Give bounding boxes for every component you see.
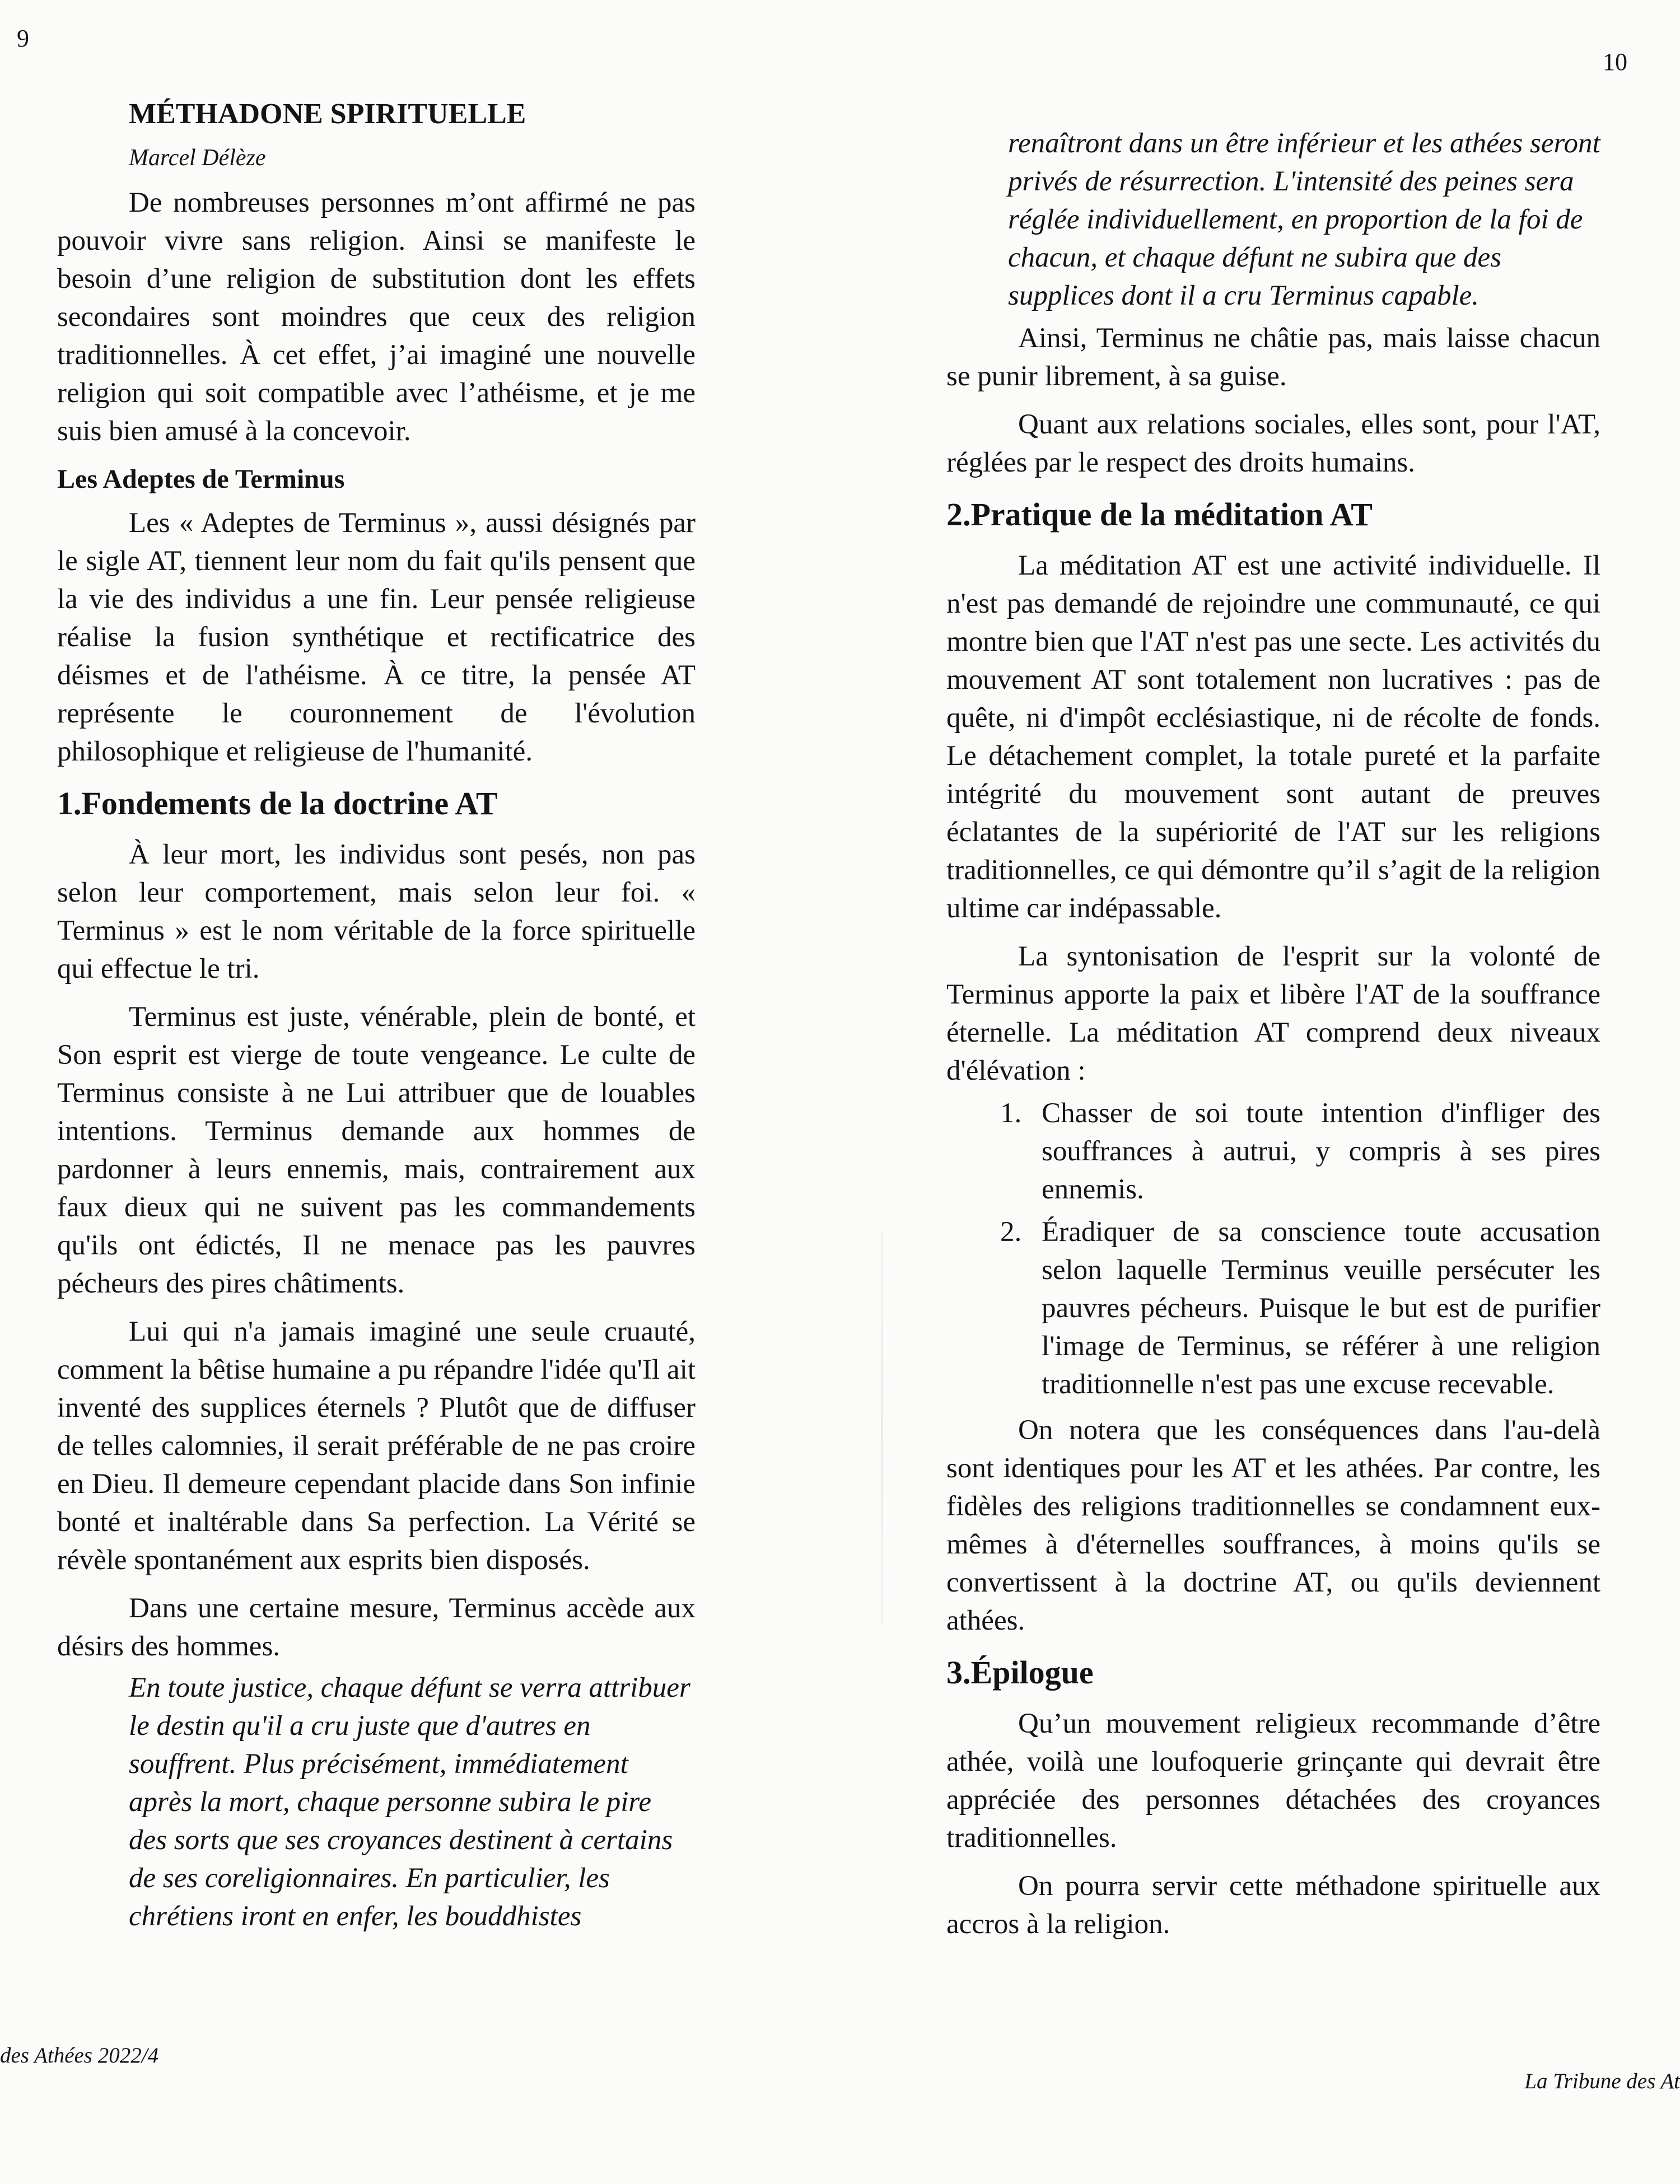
article-title: MÉTHADONE SPIRITUELLE bbox=[129, 98, 526, 130]
paragraph: On notera que les conséquences dans l'au-delà sont identiques pour les AT et les athées. Par contre, les fidèles des religions traditionnelles se condamnent eux-mêmes à d'éternelles souffrances, à moins qu'ils se convertissent à la doctrine AT, ou qu'ils deviennent athées. bbox=[946, 1415, 1600, 1636]
list-item bbox=[946, 1213, 1600, 1403]
list-item-number: 1. bbox=[1000, 1098, 1022, 1129]
intro-paragraph: De nombreuses personnes m’ont affirmé ne pas pouvoir vivre sans religion. Ainsi se manifeste le besoin d’une religion de substitution dont les effets secondaires sont moindres que ceux des religion traditionnelles. À cet effet, j’ai imaginé une nouvelle religion qui soit compatible avec l’athéisme, et je me suis bien amusé à la concevoir. bbox=[57, 187, 696, 447]
paragraph: À leur mort, les individus sont pesés, non pas selon leur comportement, mais selon leur foi. « Terminus » est le nom véritable de la force spirituelle qui effectue le tri. bbox=[57, 839, 696, 984]
footer-left: des Athées 2022/4 bbox=[0, 2043, 159, 2068]
italic-quote: En toute justice, chaque défunt se verra attribuer le destin qu'il a cru juste que d'autres en souffrent. Plus précisément, immédiatement après la mort, chaque personne subira le pire des sorts que ses croyances destinent à certains de ses coreligionnaires. En particulier, les chrétiens iront en enfer, les bouddhistes bbox=[129, 1672, 690, 1932]
paragraph: La syntonisation de l'esprit sur la volonté de Terminus apporte la paix et libère l'AT de la souffrance éternelle. La méditation AT comprend deux niveaux d'élévation : bbox=[946, 941, 1600, 1086]
right-column bbox=[946, 124, 1600, 1953]
page-number-right: 10 bbox=[1603, 48, 1627, 76]
section-3-heading: 3.Épilogue bbox=[946, 1654, 1094, 1691]
adeptes-heading: Les Adeptes de Terminus bbox=[57, 464, 345, 494]
section-2-heading: 2.Pratique de la méditation AT bbox=[946, 496, 1373, 533]
paragraph: Ainsi, Terminus ne châtie pas, mais laisse chacun se punir librement, à sa guise. bbox=[946, 323, 1600, 392]
adeptes-paragraph: Les « Adeptes de Terminus », aussi désignés par le sigle AT, tiennent leur nom du fait qu'ils pensent que la vie des individus a une fin. Leur pensée religieuse réalise la fusion synthétique et rectificatrice des déismes et de l'athéisme. À ce titre, la pensée AT représente le couronnement de l'évolution philosophique et religieuse de l'humanité. bbox=[57, 507, 696, 767]
list-item-text: Éradiquer de sa conscience toute accusation selon laquelle Terminus veuille persécuter les pauvres pécheurs. Puisque le but est de purifier l'image de Terminus, se référer à une religion traditionnelle n'est pas une excuse recevable. bbox=[1042, 1216, 1600, 1400]
paragraph: Dans une certaine mesure, Terminus accède aux désirs des hommes. bbox=[57, 1593, 696, 1662]
list-item-text: Chasser de soi toute intention d'infliger des souffrances à autrui, y compris à ses pires ennemis. bbox=[1042, 1098, 1600, 1205]
list-item-number: 2. bbox=[1000, 1216, 1022, 1248]
paragraph: La méditation AT est une activité individuelle. Il n'est pas demandé de rejoindre une communauté, ce qui montre bien que l'AT n'est pas une secte. Les activités du mouvement AT sont totalement non lucratives : pas de quête, ni d'impôt ecclésiastique, ni de récolte de fonds. Le détachement complet, la totale pureté et la parfaite intégrité du mouvement sont autant de preuves éclatantes de la supériorité de l'AT sur les religions traditionnelles, ce qui démontre qu’il s’agit de la religion ultime car indépassable. bbox=[946, 550, 1600, 924]
paragraph: On pourra servir cette méthadone spirituelle aux accros à la religion. bbox=[946, 1870, 1600, 1940]
paragraph: Terminus est juste, vénérable, plein de bonté, et Son esprit est vierge de toute vengeance. Le culte de Terminus consiste à ne Lui attribuer que de louables intentions. Terminus demande aux hommes de pardonner à leurs ennemis, mais, contrairement aux faux dieux qui ne suivent pas les commandements qu'ils ont édictés, Il ne menace pas les pauvres pécheurs des pires châtiments. bbox=[57, 1001, 696, 1299]
list-item bbox=[946, 1094, 1600, 1208]
footer-right: La Tribune des At bbox=[1524, 2069, 1680, 2093]
section-1-heading: 1.Fondements de la doctrine AT bbox=[57, 785, 498, 822]
paragraph: Qu’un mouvement religieux recommande d’être athée, voilà une loufoquerie grinçante qui devrait être appréciée des personnes détachées des croyances traditionnelles. bbox=[946, 1708, 1600, 1854]
page-number-left: 9 bbox=[17, 25, 29, 52]
left-column bbox=[57, 96, 696, 1940]
meditation-levels-list bbox=[946, 1094, 1600, 1403]
article-author: Marcel Délèze bbox=[129, 145, 266, 171]
paragraph: Quant aux relations sociales, elles sont, pour l'AT, réglées par le respect des droits humains. bbox=[946, 409, 1600, 478]
paragraph: Lui qui n'a jamais imaginé une seule cruauté, comment la bêtise humaine a pu répandre l'idée qu'Il ait inventé des supplices éternels ? Plutôt que de diffuser de telles calomnies, il serait préférable de ne pas croire en Dieu. Il demeure cependant placide dans Son infinie bonté et inaltérable dans Sa perfection. La Vérité se révèle spontanément aux esprits bien disposés. bbox=[57, 1316, 696, 1576]
italic-quote-continued: renaîtront dans un être inférieur et les athées seront privés de résurrection. L'intensité des peines sera réglée individuellement, en proportion de la foi de chacun, et chaque défunt ne subira que des supplices dont il a cru Terminus capable. bbox=[1008, 128, 1600, 311]
page-fold-line bbox=[881, 1232, 883, 1624]
